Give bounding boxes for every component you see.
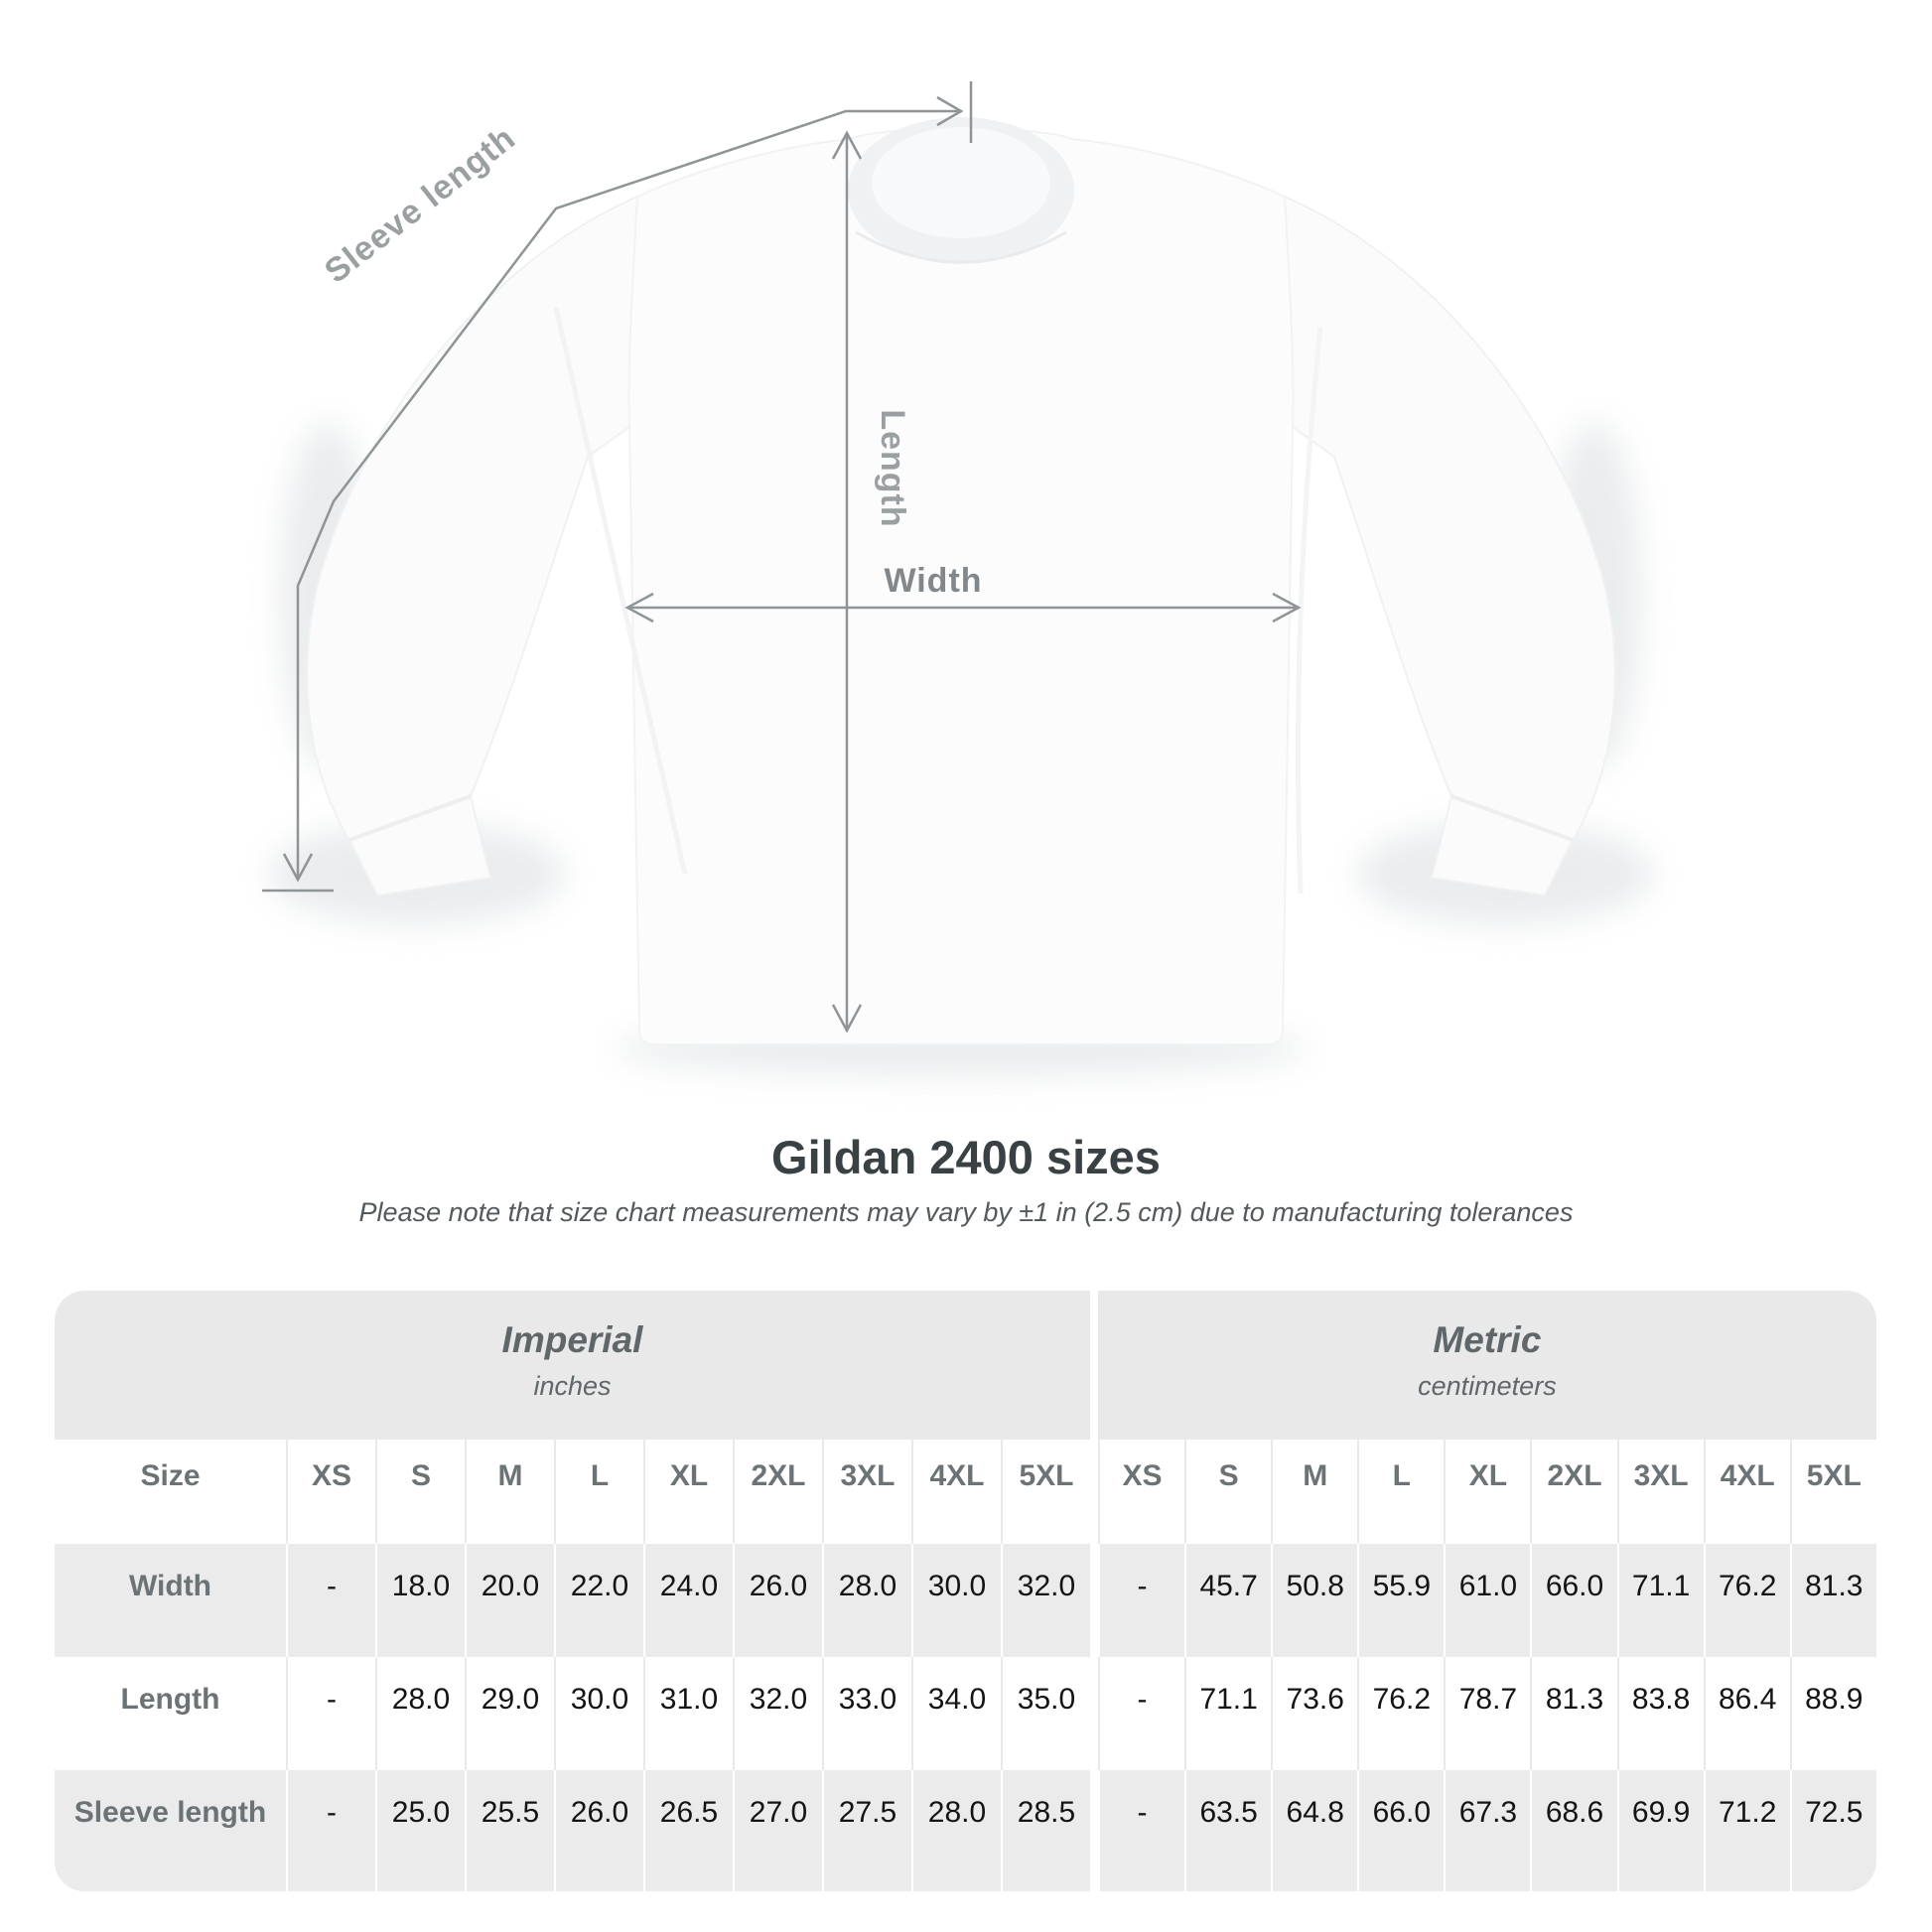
value-cell: 68.6 — [1530, 1770, 1616, 1891]
value-cell: 30.0 — [911, 1544, 1001, 1657]
value-cell: 50.8 — [1271, 1544, 1357, 1657]
value-cell: 71.2 — [1704, 1770, 1790, 1891]
value-cell: - — [1098, 1544, 1184, 1657]
size-col-header: XS — [286, 1440, 375, 1544]
size-header-row — [55, 1440, 1876, 1544]
size-col-header: S — [375, 1440, 465, 1544]
right-sleeve — [1279, 197, 1615, 896]
value-cell: - — [286, 1770, 375, 1891]
sleeve-length-label: Sleeve length — [318, 118, 523, 291]
value-cell: 64.8 — [1271, 1770, 1357, 1891]
value-cell: 76.2 — [1357, 1657, 1444, 1770]
size-col-header: XL — [1444, 1440, 1530, 1544]
length-label: Length — [874, 409, 911, 528]
size-col-header: 3XL — [1617, 1440, 1704, 1544]
value-cell: 72.5 — [1790, 1770, 1876, 1891]
value-cell: 67.3 — [1444, 1770, 1530, 1891]
value-cell: - — [1098, 1770, 1184, 1891]
group-divider — [1090, 1657, 1098, 1770]
value-cell: 35.0 — [1001, 1657, 1090, 1770]
value-cell: 33.0 — [822, 1657, 911, 1770]
metric-title: Metric — [1433, 1318, 1542, 1360]
collar-opening — [872, 127, 1050, 238]
value-cell: 34.0 — [911, 1657, 1001, 1770]
value-cell: 30.0 — [554, 1657, 643, 1770]
value-cell: 27.0 — [733, 1770, 822, 1891]
metric-header — [1098, 1291, 1876, 1440]
value-cell: 73.6 — [1271, 1657, 1357, 1770]
value-cell: 26.5 — [643, 1770, 733, 1891]
value-cell: - — [1098, 1657, 1184, 1770]
size-col-header: 2XL — [1530, 1440, 1616, 1544]
value-cell: 31.0 — [643, 1657, 733, 1770]
value-cell: 26.0 — [733, 1544, 822, 1657]
size-col-header: XL — [643, 1440, 733, 1544]
width-label: Width — [884, 562, 983, 600]
size-col-header: L — [554, 1440, 643, 1544]
value-cell: - — [286, 1657, 375, 1770]
row-label: Width — [55, 1544, 286, 1657]
table-row-width — [55, 1544, 1876, 1657]
size-table — [55, 1291, 1876, 1891]
value-cell: 28.0 — [822, 1544, 911, 1657]
value-cell: 28.5 — [1001, 1770, 1090, 1891]
group-divider — [1090, 1440, 1098, 1544]
value-cell: 25.0 — [375, 1770, 465, 1891]
value-cell: 32.0 — [1001, 1544, 1090, 1657]
page-title: Gildan 2400 sizes — [771, 1131, 1161, 1183]
size-col-header: M — [1271, 1440, 1357, 1544]
left-sleeve — [307, 197, 643, 896]
value-cell: 83.8 — [1617, 1657, 1704, 1770]
value-cell: - — [286, 1544, 375, 1657]
imperial-title: Imperial — [501, 1318, 643, 1360]
size-col-header: 4XL — [911, 1440, 1001, 1544]
imperial-header — [55, 1291, 1090, 1440]
page-subtitle: Please note that size chart measurements may vary by ±1 in (2.5 cm) due to manufacturing tolerances — [358, 1197, 1574, 1227]
group-divider — [1090, 1291, 1098, 1440]
value-cell: 20.0 — [465, 1544, 554, 1657]
size-col-header: 5XL — [1790, 1440, 1876, 1544]
size-col-header: 5XL — [1001, 1440, 1090, 1544]
value-cell: 88.9 — [1790, 1657, 1876, 1770]
value-cell: 61.0 — [1444, 1544, 1530, 1657]
value-cell: 78.7 — [1444, 1657, 1530, 1770]
value-cell: 26.0 — [554, 1770, 643, 1891]
value-cell: 63.5 — [1184, 1770, 1271, 1891]
value-cell: 28.0 — [375, 1657, 465, 1770]
value-cell: 22.0 — [554, 1544, 643, 1657]
row-label: Length — [120, 1683, 220, 1716]
size-col-header: 4XL — [1704, 1440, 1790, 1544]
size-col-header: S — [1184, 1440, 1271, 1544]
value-cell: 81.3 — [1790, 1544, 1876, 1657]
value-cell: 66.0 — [1530, 1544, 1616, 1657]
size-column-title: Size — [140, 1458, 201, 1492]
unit-header-row — [55, 1291, 1876, 1440]
value-cell: 28.0 — [911, 1770, 1001, 1891]
value-cell: 24.0 — [643, 1544, 733, 1657]
size-col-header: 3XL — [822, 1440, 911, 1544]
value-cell: 71.1 — [1184, 1657, 1271, 1770]
size-col-header: M — [465, 1440, 554, 1544]
value-cell: 71.1 — [1617, 1544, 1704, 1657]
row-label: Sleeve length — [55, 1770, 286, 1891]
value-cell: 18.0 — [375, 1544, 465, 1657]
value-cell: 32.0 — [733, 1657, 822, 1770]
size-col-header: XS — [1098, 1440, 1184, 1544]
size-col-header: L — [1357, 1440, 1444, 1544]
table-row-sleeve-length — [55, 1770, 1876, 1891]
value-cell: 66.0 — [1357, 1770, 1444, 1891]
value-cell: 55.9 — [1357, 1544, 1444, 1657]
value-cell: 86.4 — [1704, 1657, 1790, 1770]
group-divider — [1090, 1770, 1098, 1891]
value-cell: 45.7 — [1184, 1544, 1271, 1657]
value-cell: 29.0 — [465, 1657, 554, 1770]
value-cell: 76.2 — [1704, 1544, 1790, 1657]
metric-unit: centimeters — [1418, 1370, 1557, 1401]
value-cell: 27.5 — [822, 1770, 911, 1891]
value-cell: 69.9 — [1617, 1770, 1704, 1891]
group-divider — [1090, 1544, 1098, 1657]
value-cell: 81.3 — [1530, 1657, 1616, 1770]
value-cell: 25.5 — [465, 1770, 554, 1891]
size-col-header: 2XL — [733, 1440, 822, 1544]
table-row-length — [55, 1657, 1876, 1770]
imperial-unit: inches — [533, 1370, 612, 1401]
